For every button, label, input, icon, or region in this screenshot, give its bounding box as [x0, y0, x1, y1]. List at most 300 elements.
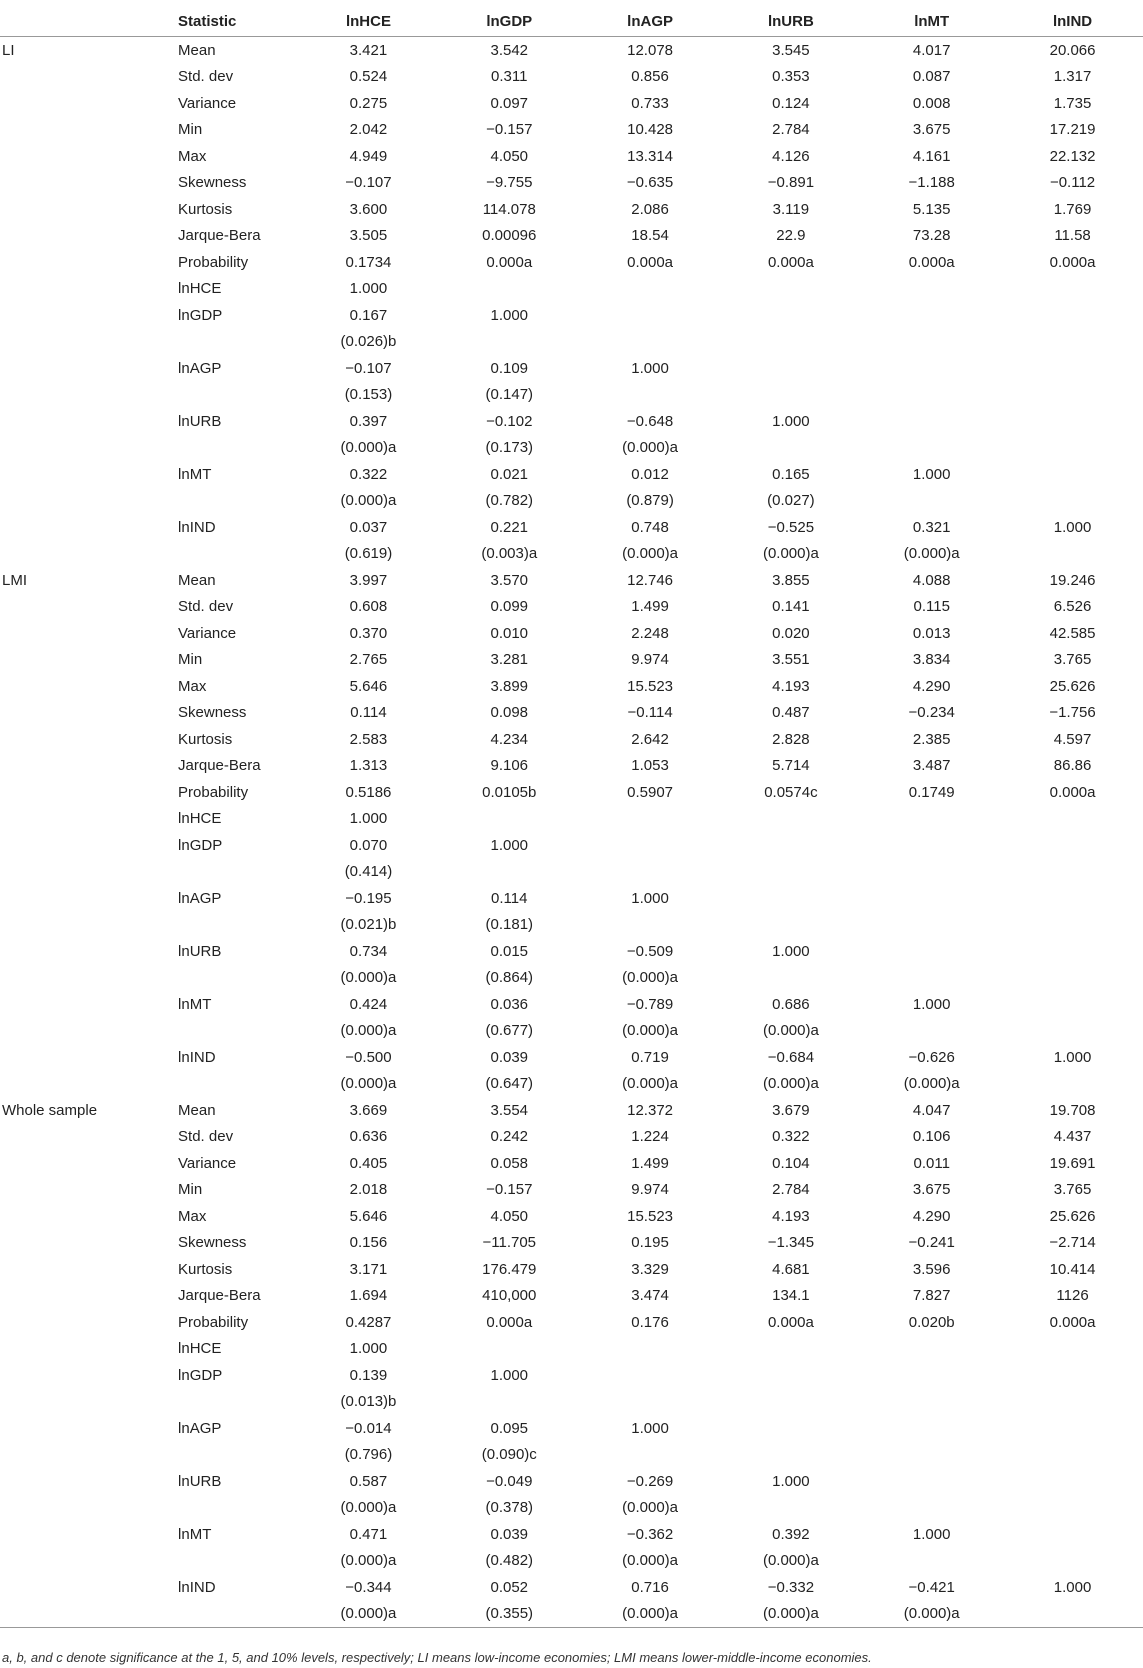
- group-label: [0, 832, 178, 859]
- table-cell: 86.86: [1053, 757, 1092, 775]
- table-cell: 0.524: [349, 68, 388, 86]
- table-cell: (0.026)b: [340, 333, 397, 351]
- table-row: [0, 435, 1143, 462]
- table-row: [0, 1415, 1143, 1442]
- group-label: [0, 223, 178, 250]
- table-cell: (0.000)a: [622, 1075, 679, 1093]
- table-cell: [1002, 1468, 1143, 1495]
- table-cell: [580, 912, 721, 939]
- statistic-label: lnIND: [178, 1048, 216, 1066]
- table-cell: 0.0105b: [482, 783, 537, 801]
- group-label: [0, 620, 178, 647]
- statistic-header: Statistic: [178, 12, 237, 30]
- table-row: [0, 170, 1143, 197]
- table-cell: 1.000: [772, 412, 810, 430]
- statistic-label: [178, 488, 298, 515]
- table-cell: [861, 1468, 1002, 1495]
- table-cell: 1.000: [772, 942, 810, 960]
- table-cell: [580, 1362, 721, 1389]
- group-label: LI: [2, 41, 15, 59]
- group-label: [0, 1468, 178, 1495]
- table-cell: [439, 276, 580, 303]
- table-cell: [580, 276, 721, 303]
- table-cell: 1.499: [631, 1154, 669, 1172]
- table-cell: 0.165: [772, 465, 810, 483]
- table-cell: 0.370: [349, 624, 388, 642]
- table-cell: 10.414: [1049, 1260, 1096, 1278]
- statistic-label: [178, 541, 298, 568]
- table-row: [0, 779, 1143, 806]
- statistic-label: lnGDP: [178, 1366, 223, 1384]
- table-row: [0, 700, 1143, 727]
- table-cell: [1002, 938, 1143, 965]
- table-cell: 0.405: [349, 1154, 388, 1172]
- table-cell: [861, 938, 1002, 965]
- table-cell: 2.642: [631, 730, 669, 748]
- table-row: [0, 673, 1143, 700]
- table-cell: 0.000a: [767, 253, 814, 271]
- table-cell: 12.746: [627, 571, 674, 589]
- table-cell: 5.646: [349, 1207, 388, 1225]
- group-label: [0, 276, 178, 303]
- statistic-label: [178, 329, 298, 356]
- table-row: [0, 408, 1143, 435]
- group-label: [0, 355, 178, 382]
- table-cell: 5.714: [772, 757, 810, 775]
- table-row: [0, 37, 1143, 64]
- table-cell: [861, 965, 1002, 992]
- table-cell: 0.095: [490, 1419, 529, 1437]
- table-cell: (0.000)a: [340, 969, 397, 987]
- table-cell: (0.000)a: [762, 545, 819, 563]
- table-row: [0, 1521, 1143, 1548]
- table-row: [0, 806, 1143, 833]
- statistic-label: Probability: [178, 783, 249, 801]
- table-cell: 3.171: [349, 1260, 388, 1278]
- group-label: [0, 541, 178, 568]
- table-cell: 0.008: [912, 94, 951, 112]
- table-row: [0, 488, 1143, 515]
- table-cell: 0.109: [490, 359, 529, 377]
- table-cell: 2.583: [349, 730, 388, 748]
- group-label: [0, 1521, 178, 1548]
- statistic-label: Std. dev: [178, 68, 234, 86]
- table-cell: 0.036: [490, 995, 529, 1013]
- table-cell: 12.372: [627, 1101, 674, 1119]
- column-header: lnAGP: [627, 12, 673, 30]
- table-cell: 1.000: [631, 359, 669, 377]
- group-label: [0, 143, 178, 170]
- group-label: [0, 779, 178, 806]
- table-cell: 0.4287: [345, 1313, 392, 1331]
- table-cell: 73.28: [912, 227, 951, 245]
- table-cell: 2.086: [631, 200, 669, 218]
- table-cell: 19.691: [1049, 1154, 1096, 1172]
- table-row: [0, 1309, 1143, 1336]
- statistic-label: lnGDP: [178, 306, 223, 324]
- table-cell: 0.104: [772, 1154, 810, 1172]
- table-cell: 0.013: [912, 624, 951, 642]
- group-label: [0, 461, 178, 488]
- table-row: [0, 249, 1143, 276]
- table-cell: [1002, 1389, 1143, 1416]
- table-cell: 2.042: [349, 121, 388, 139]
- table-cell: (0.647): [485, 1075, 534, 1093]
- table-cell: 3.570: [490, 571, 529, 589]
- group-label: [0, 700, 178, 727]
- table-cell: 22.132: [1049, 147, 1096, 165]
- group-label: [0, 991, 178, 1018]
- table-cell: [861, 806, 1002, 833]
- table-cell: 0.221: [490, 518, 529, 536]
- group-label: [0, 1415, 178, 1442]
- table-cell: 0.012: [631, 465, 669, 483]
- statistic-label: Mean: [178, 1101, 216, 1119]
- table-cell: 1.000: [1053, 518, 1092, 536]
- table-cell: (0.000)a: [903, 1605, 960, 1623]
- table-cell: 2.784: [772, 121, 810, 139]
- group-label: [0, 912, 178, 939]
- table-cell: [720, 382, 861, 409]
- table-row: [0, 620, 1143, 647]
- table-cell: [580, 329, 721, 356]
- table-row: [0, 1442, 1143, 1469]
- table-cell: 3.596: [912, 1260, 951, 1278]
- table-cell: 3.997: [349, 571, 388, 589]
- column-header: lnGDP: [486, 12, 533, 30]
- table-cell: 3.545: [772, 41, 810, 59]
- table-cell: [861, 1415, 1002, 1442]
- table-cell: [720, 435, 861, 462]
- table-cell: 0.156: [349, 1234, 388, 1252]
- table-cell: −0.102: [486, 412, 533, 430]
- table-cell: 25.626: [1049, 677, 1096, 695]
- group-label: [0, 885, 178, 912]
- table-row: [0, 461, 1143, 488]
- table-cell: (0.003)a: [481, 545, 538, 563]
- table-cell: 3.600: [349, 200, 388, 218]
- statistic-label: lnMT: [178, 1525, 212, 1543]
- table-cell: −9.755: [486, 174, 533, 192]
- table-cell: (0.000)a: [762, 1022, 819, 1040]
- table-cell: (0.355): [485, 1605, 534, 1623]
- table-cell: (0.000)a: [340, 1022, 397, 1040]
- table-cell: −1.188: [908, 174, 955, 192]
- table-cell: −0.635: [626, 174, 674, 192]
- statistic-label: lnAGP: [178, 889, 222, 907]
- group-label: [0, 1362, 178, 1389]
- table-cell: (0.181): [485, 916, 534, 934]
- table-cell: [439, 859, 580, 886]
- table-cell: 0.587: [349, 1472, 388, 1490]
- table-cell: 4.047: [912, 1101, 951, 1119]
- table-row: [0, 223, 1143, 250]
- table-cell: [720, 329, 861, 356]
- table-cell: −0.362: [626, 1525, 674, 1543]
- group-label: [0, 806, 178, 833]
- table-cell: [1002, 832, 1143, 859]
- table-cell: 4.050: [490, 147, 529, 165]
- table-cell: (0.021)b: [340, 916, 397, 934]
- statistic-label: Variance: [178, 624, 237, 642]
- table-cell: −0.107: [345, 174, 392, 192]
- group-label: [0, 1495, 178, 1522]
- table-cell: 3.542: [490, 41, 529, 59]
- group-header: [0, 6, 178, 37]
- table-cell: 6.526: [1053, 598, 1092, 616]
- table-cell: [720, 1415, 861, 1442]
- table-cell: 3.119: [772, 200, 810, 218]
- table-cell: 0.0574c: [764, 783, 818, 801]
- table-cell: 1.735: [1053, 94, 1092, 112]
- table-cell: (0.000)a: [622, 1022, 679, 1040]
- group-label: [0, 1203, 178, 1230]
- statistic-label: [178, 1601, 298, 1628]
- table-cell: [580, 1336, 721, 1363]
- table-cell: [720, 965, 861, 992]
- table-cell: (0.879): [626, 492, 674, 510]
- table-cell: 3.899: [490, 677, 529, 695]
- statistic-label: [178, 965, 298, 992]
- table-cell: [861, 355, 1002, 382]
- table-cell: (0.000)a: [622, 1605, 679, 1623]
- table-cell: 2.828: [772, 730, 810, 748]
- table-cell: (0.677): [485, 1022, 534, 1040]
- table-cell: (0.378): [485, 1499, 534, 1517]
- table-row: [0, 90, 1143, 117]
- group-label: [0, 753, 178, 780]
- table-cell: [720, 302, 861, 329]
- table-cell: −0.195: [345, 889, 392, 907]
- table-cell: [1002, 912, 1143, 939]
- statistic-label: Variance: [178, 1154, 237, 1172]
- table-cell: 4.597: [1053, 730, 1092, 748]
- table-cell: [1002, 859, 1143, 886]
- table-cell: 0.195: [631, 1234, 669, 1252]
- table-cell: [1002, 1018, 1143, 1045]
- table-cell: 3.487: [912, 757, 951, 775]
- table-cell: [1002, 488, 1143, 515]
- table-cell: [1002, 461, 1143, 488]
- table-cell: [1002, 1521, 1143, 1548]
- table-cell: [720, 832, 861, 859]
- statistic-label: Probability: [178, 1313, 249, 1331]
- table-cell: 4.161: [912, 147, 951, 165]
- table-cell: (0.000)a: [903, 1075, 960, 1093]
- table-row: [0, 594, 1143, 621]
- table-cell: [720, 806, 861, 833]
- table-cell: [861, 488, 1002, 515]
- table-cell: (0.000)a: [622, 1552, 679, 1570]
- table-cell: [861, 885, 1002, 912]
- table-row: [0, 859, 1143, 886]
- table-cell: 0.037: [349, 518, 388, 536]
- table-cell: 0.397: [349, 412, 388, 430]
- table-cell: (0.000)a: [622, 1499, 679, 1517]
- table-cell: 10.428: [627, 121, 674, 139]
- table-cell: 15.523: [627, 677, 674, 695]
- table-cell: 0.000a: [1049, 1313, 1096, 1331]
- table-cell: [1002, 355, 1143, 382]
- table-cell: 0.039: [490, 1048, 529, 1066]
- statistic-label: [178, 435, 298, 462]
- table-row: [0, 117, 1143, 144]
- table-cell: 0.141: [772, 598, 810, 616]
- group-label: [0, 673, 178, 700]
- table-cell: 1.000: [349, 280, 388, 298]
- group-label: [0, 1283, 178, 1310]
- table-cell: [1002, 1336, 1143, 1363]
- table-cell: (0.000)a: [622, 545, 679, 563]
- group-label: [0, 1150, 178, 1177]
- table-cell: −0.626: [908, 1048, 955, 1066]
- table-cell: 3.554: [490, 1101, 529, 1119]
- table-cell: 0.608: [349, 598, 388, 616]
- table-cell: [1002, 1442, 1143, 1469]
- table-cell: 0.114: [350, 704, 387, 722]
- table-cell: 1.000: [490, 306, 529, 324]
- table-cell: 0.176: [631, 1313, 669, 1331]
- table-cell: 0.322: [349, 465, 388, 483]
- table-cell: 1.000: [912, 1525, 951, 1543]
- table-cell: [861, 1548, 1002, 1575]
- table-cell: 0.311: [491, 68, 528, 86]
- group-label: [0, 1071, 178, 1098]
- table-cell: 4.088: [912, 571, 951, 589]
- table-cell: (0.796): [344, 1446, 393, 1464]
- table-cell: [720, 1389, 861, 1416]
- table-cell: 0.115: [913, 598, 950, 616]
- table-cell: 1.053: [631, 757, 669, 775]
- statistic-label: Mean: [178, 41, 216, 59]
- table-cell: 0.424: [349, 995, 388, 1013]
- table-cell: 4.290: [912, 677, 951, 695]
- table-cell: [861, 1389, 1002, 1416]
- table-cell: [861, 1336, 1002, 1363]
- statistic-label: lnURB: [178, 412, 222, 430]
- group-label: [0, 382, 178, 409]
- statistic-label: [178, 1548, 298, 1575]
- table-cell: 1.224: [631, 1128, 669, 1146]
- table-cell: −0.049: [486, 1472, 533, 1490]
- table-cell: 4.290: [912, 1207, 951, 1225]
- group-label: [0, 1124, 178, 1151]
- table-cell: 0.00096: [482, 227, 537, 245]
- table-cell: 0.321: [912, 518, 951, 536]
- table-cell: 3.834: [912, 651, 951, 669]
- table-cell: 1.000: [631, 1419, 669, 1437]
- table-cell: 0.000a: [486, 253, 533, 271]
- statistic-label: lnHCE: [178, 1340, 222, 1358]
- table-cell: 0.000a: [627, 253, 674, 271]
- group-label: [0, 302, 178, 329]
- table-row: [0, 1468, 1143, 1495]
- table-cell: −0.648: [626, 412, 674, 430]
- table-cell: [580, 859, 721, 886]
- table-row: [0, 1018, 1143, 1045]
- statistic-label: Skewness: [178, 1234, 247, 1252]
- table-cell: [861, 912, 1002, 939]
- statistic-label: Std. dev: [178, 1128, 234, 1146]
- table-body: [0, 37, 1143, 1628]
- table-cell: [439, 329, 580, 356]
- group-label: [0, 1256, 178, 1283]
- table-cell: 0.5186: [345, 783, 392, 801]
- statistic-label: lnAGP: [178, 1419, 222, 1437]
- table-row: [0, 355, 1143, 382]
- table-cell: (0.147): [485, 386, 534, 404]
- table-cell: 4.234: [490, 730, 529, 748]
- table-cell: 11.58: [1054, 227, 1091, 245]
- table-row: [0, 329, 1143, 356]
- table-cell: 0.856: [631, 68, 669, 86]
- table-cell: 9.106: [490, 757, 529, 775]
- group-label: [0, 1336, 178, 1363]
- table-row: [0, 382, 1143, 409]
- statistic-label: Max: [178, 147, 207, 165]
- table-row: [0, 832, 1143, 859]
- table-cell: 1.000: [631, 889, 669, 907]
- table-cell: 0.000a: [908, 253, 955, 271]
- table-cell: (0.000)a: [762, 1552, 819, 1570]
- statistic-label: [178, 1442, 298, 1469]
- table-cell: [580, 1389, 721, 1416]
- table-row: [0, 1548, 1143, 1575]
- statistic-label: lnMT: [178, 465, 212, 483]
- table-cell: 1.317: [1053, 68, 1092, 86]
- table-cell: 0.1749: [908, 783, 955, 801]
- table-cell: [861, 1362, 1002, 1389]
- table-cell: 0.098: [490, 704, 529, 722]
- group-label: [0, 594, 178, 621]
- table-cell: 4.193: [772, 677, 810, 695]
- table-cell: 0.052: [490, 1578, 529, 1596]
- table-row: [0, 912, 1143, 939]
- table-cell: 3.669: [349, 1101, 388, 1119]
- group-label: [0, 1177, 178, 1204]
- table-cell: 1.000: [490, 1366, 529, 1384]
- table-cell: 25.626: [1049, 1207, 1096, 1225]
- table-cell: 0.716: [631, 1578, 669, 1596]
- table-cell: (0.173): [485, 439, 534, 457]
- statistic-label: lnMT: [178, 995, 212, 1013]
- table-cell: [1002, 1548, 1143, 1575]
- table-cell: −0.789: [626, 995, 674, 1013]
- statistic-label: Skewness: [178, 704, 247, 722]
- statistic-label: Std. dev: [178, 598, 234, 616]
- table-cell: 0.106: [912, 1128, 951, 1146]
- table-cell: 1.000: [349, 810, 388, 828]
- table-row: [0, 991, 1143, 1018]
- table-cell: 134.1: [772, 1287, 810, 1305]
- table-row: [0, 541, 1143, 568]
- table-row: [0, 1574, 1143, 1601]
- table-cell: [861, 302, 1002, 329]
- table-cell: −0.234: [908, 704, 955, 722]
- table-cell: 1.000: [1053, 1578, 1092, 1596]
- table-cell: 2.248: [631, 624, 669, 642]
- group-label: [0, 1044, 178, 1071]
- table-cell: 2.784: [772, 1181, 810, 1199]
- table-row: [0, 1044, 1143, 1071]
- statistic-label: lnAGP: [178, 359, 222, 377]
- table-cell: (0.482): [485, 1552, 534, 1570]
- table-row: [0, 276, 1143, 303]
- table-cell: 0.097: [490, 94, 529, 112]
- table-cell: −11.705: [482, 1234, 537, 1252]
- table-cell: −0.332: [767, 1578, 815, 1596]
- group-label: [0, 117, 178, 144]
